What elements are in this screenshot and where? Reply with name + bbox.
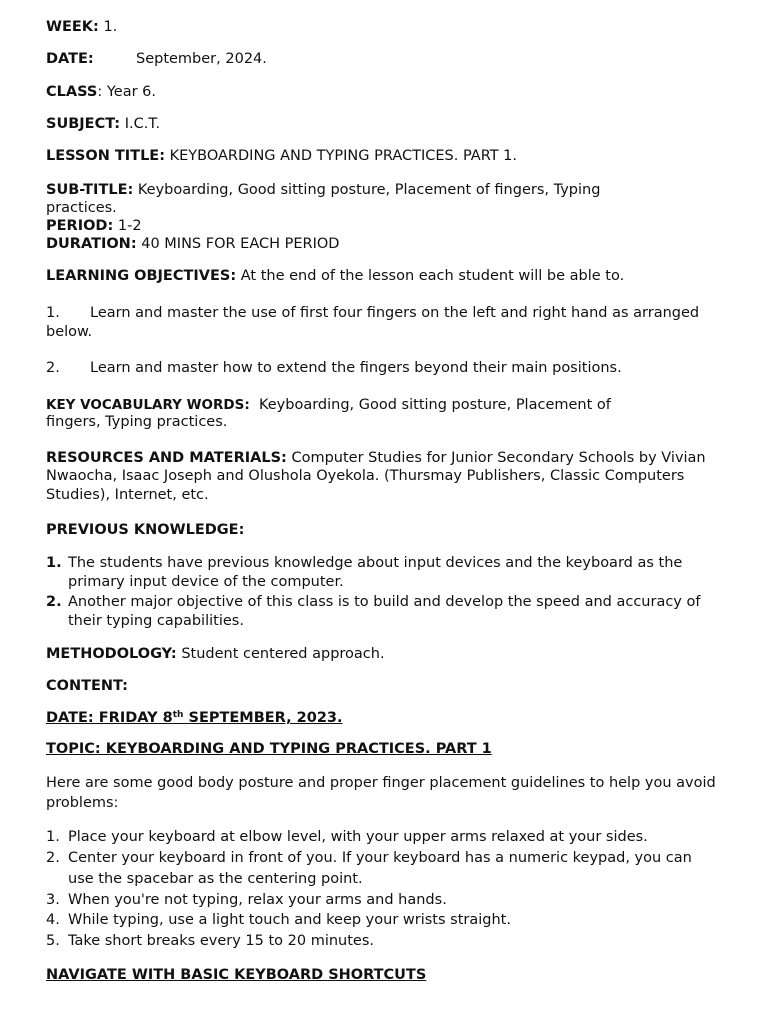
- guideline-item: [46, 891, 447, 909]
- duration-line: [46, 235, 339, 253]
- objective-item: [46, 304, 700, 322]
- pk-number: 1.: [46, 555, 62, 571]
- guideline-text: While typing, use a light touch and keep your wrists straight.: [68, 912, 511, 928]
- pk-text: Another major objective of this class is to build and develop the speed and accuracy of: [68, 594, 701, 610]
- subtitle-line-1: [46, 181, 600, 199]
- objectives-intro: At the end of the lesson each student will be able to.: [240, 268, 625, 284]
- resources-text-1: Computer Studies for Junior Secondary Schools by Vivian: [291, 450, 706, 466]
- vocabulary-line: [46, 396, 611, 414]
- week-value: 1.: [103, 19, 118, 35]
- objective-number: 2.: [46, 360, 60, 376]
- guideline-text-cont: use the spacebar as the centering point.: [68, 871, 363, 887]
- subject-value: I.C.T.: [124, 116, 161, 132]
- guideline-text: Center your keyboard in front of you. If your keyboard has a numeric keypad, you can: [68, 850, 692, 866]
- methodology-line: [46, 645, 385, 663]
- content-date: [46, 709, 343, 727]
- guideline-text: When you're not typing, relax your arms and hands.: [68, 892, 447, 908]
- content-date-sup: th: [172, 710, 184, 720]
- guideline-item: [46, 849, 692, 867]
- period-line: [46, 217, 142, 235]
- period-value: 1-2: [117, 218, 142, 234]
- class-line: [46, 83, 156, 101]
- pk-item: [46, 554, 683, 572]
- guideline-item: [46, 932, 375, 950]
- date-line: [46, 50, 267, 68]
- objectives-line: [46, 267, 624, 285]
- duration-value: 40 MINS FOR EACH PERIOD: [141, 236, 340, 252]
- week-line: [46, 18, 117, 36]
- objective-number: 1.: [46, 305, 60, 321]
- methodology-value: Student centered approach.: [181, 646, 385, 662]
- content-intro-1: Here are some good body posture and proper finger placement guidelines to help you avoid: [46, 775, 716, 791]
- content-intro-2: problems:: [46, 795, 119, 811]
- pk-text: The students have previous knowledge about input devices and the keyboard as the: [68, 555, 683, 571]
- guideline-number: 2.: [46, 850, 60, 866]
- period-label: PERIOD:: [46, 218, 114, 234]
- lesson-title-label: LESSON TITLE:: [46, 148, 166, 164]
- objective-text-cont: below.: [46, 324, 93, 340]
- pk-item: [46, 593, 701, 611]
- lesson-title-value: KEYBOARDING AND TYPING PRACTICES. PART 1.: [169, 148, 518, 164]
- guideline-number: 1.: [46, 829, 60, 845]
- subtitle-label: SUB-TITLE:: [46, 182, 134, 198]
- objective-text: Learn and master the use of first four fingers on the left and right hand as arranged: [90, 305, 700, 321]
- guideline-number: 4.: [46, 912, 60, 928]
- class-label: CLASS: [46, 84, 98, 100]
- methodology-label: METHODOLOGY:: [46, 646, 177, 662]
- class-value: : Year 6.: [97, 84, 156, 100]
- pk-text-cont: their typing capabilities.: [68, 613, 244, 629]
- vocabulary-label: KEY VOCABULARY WORDS:: [46, 397, 250, 413]
- week-label: WEEK:: [46, 19, 99, 35]
- content-date-prefix: DATE: FRIDAY 8: [46, 710, 173, 726]
- guideline-number: 5.: [46, 933, 60, 949]
- guideline-item: [46, 911, 511, 929]
- guideline-item: [46, 828, 648, 846]
- guideline-number: 3.: [46, 892, 60, 908]
- content-heading: CONTENT:: [46, 678, 128, 694]
- resources-text-2: Nwaocha, Isaac Joseph and Olushola Oyekola. (Thursmay Publishers, Classic Computers: [46, 468, 685, 484]
- duration-label: DURATION:: [46, 236, 137, 252]
- shortcuts-heading: NAVIGATE WITH BASIC KEYBOARD SHORTCUTS: [46, 967, 427, 983]
- lesson-title-line: [46, 147, 517, 165]
- resources-line: [46, 449, 706, 467]
- guideline-text: Take short breaks every 15 to 20 minutes.: [68, 933, 375, 949]
- guideline-text: Place your keyboard at elbow level, with your upper arms relaxed at your sides.: [68, 829, 648, 845]
- content-date-suffix: SEPTEMBER, 2023.: [183, 710, 343, 726]
- date-value: September, 2024.: [136, 51, 267, 67]
- objectives-label: LEARNING OBJECTIVES:: [46, 268, 237, 284]
- resources-label: RESOURCES AND MATERIALS:: [46, 450, 287, 466]
- pk-text-cont: primary input device of the computer.: [68, 574, 344, 590]
- subtitle-text-1: Keyboarding, Good sitting posture, Placement of fingers, Typing: [137, 182, 601, 198]
- resources-text-3: Studies), Internet, etc.: [46, 487, 209, 503]
- topic-heading: TOPIC: KEYBOARDING AND TYPING PRACTICES. PART 1: [46, 741, 492, 757]
- subject-label: SUBJECT:: [46, 116, 121, 132]
- vocabulary-text-2: fingers, Typing practices.: [46, 414, 228, 430]
- objective-text: Learn and master how to extend the fingers beyond their main positions.: [90, 360, 622, 376]
- objective-item: [46, 359, 622, 377]
- vocabulary-text-1: Keyboarding, Good sitting posture, Placement of: [258, 397, 611, 413]
- subject-line: [46, 115, 160, 133]
- previous-knowledge-heading: PREVIOUS KNOWLEDGE:: [46, 522, 245, 538]
- date-label: DATE:: [46, 51, 94, 67]
- pk-number: 2.: [46, 594, 62, 610]
- subtitle-text-2: practices.: [46, 200, 117, 216]
